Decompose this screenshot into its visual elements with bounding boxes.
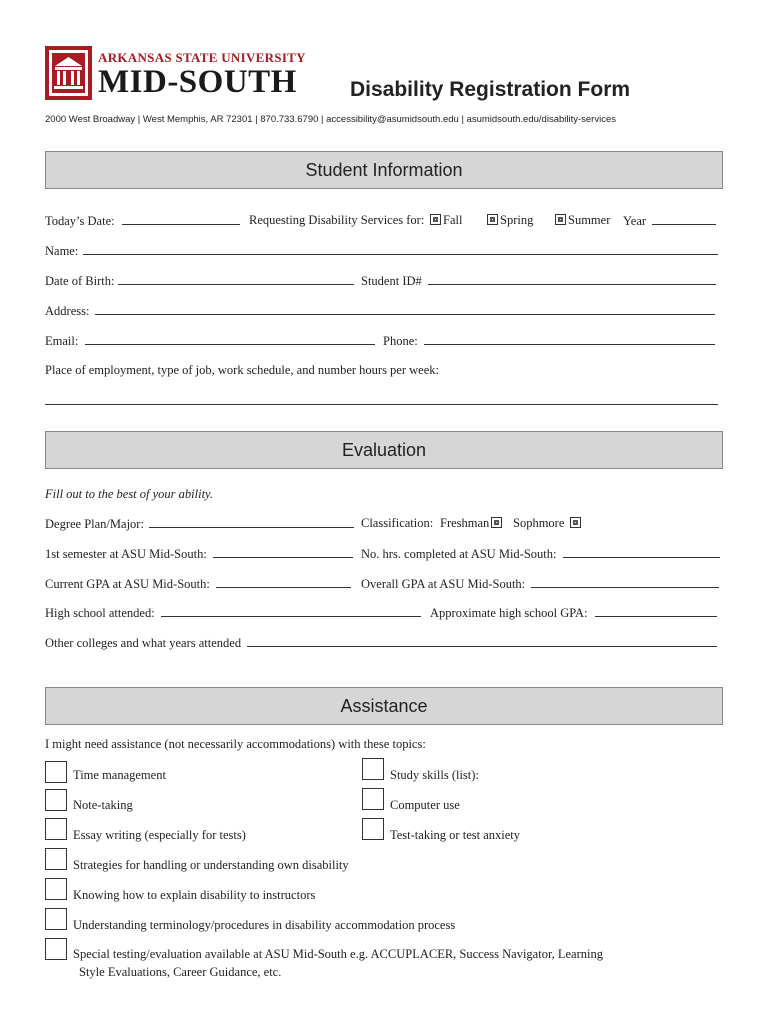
strategies-label: Strategies for handling or understanding own disability xyxy=(73,858,349,872)
phone-input[interactable] xyxy=(424,333,715,345)
section-title: Assistance xyxy=(340,695,428,716)
current-gpa-field: Current GPA at ASU Mid-South: xyxy=(45,576,351,592)
section-header-assistance xyxy=(45,687,723,725)
spring-checkbox[interactable] xyxy=(487,214,498,225)
special-testing-checkbox[interactable] xyxy=(45,938,67,960)
terminology-label: Understanding terminology/procedures in disability accommodation process xyxy=(73,918,456,932)
high-school-input[interactable] xyxy=(161,605,421,617)
todays-date-input[interactable] xyxy=(122,213,240,225)
section-title: Evaluation xyxy=(341,439,427,460)
other-colleges-field: Other colleges and what years attended xyxy=(45,635,717,651)
test-taking-checkbox[interactable] xyxy=(362,818,384,840)
overall-gpa-input[interactable] xyxy=(531,576,719,588)
section-header-student-information xyxy=(45,151,723,189)
email-field: Email: xyxy=(45,333,375,349)
section-title: Student Information xyxy=(305,159,463,180)
first-semester-field: 1st semester at ASU Mid-South: xyxy=(45,546,353,562)
phone-field: Phone: xyxy=(383,333,715,349)
note-taking-checkbox[interactable] xyxy=(45,789,67,811)
explain-disability-label: Knowing how to explain disability to instructors xyxy=(73,888,316,902)
other-colleges-input[interactable] xyxy=(247,635,717,647)
name-field: Name: xyxy=(45,243,718,259)
terminology-checkbox[interactable] xyxy=(45,908,67,930)
campus-name: MID-SOUTH xyxy=(98,64,297,100)
note-taking-label: Note-taking xyxy=(73,798,133,812)
first-semester-input[interactable] xyxy=(213,546,353,558)
employment-input[interactable] xyxy=(45,404,718,405)
assistance-intro: I might need assistance (not necessarily accommodations) with these topics: xyxy=(45,737,426,751)
employment-label: Place of employment, type of job, work schedule, and number hours per week: xyxy=(45,363,439,377)
current-gpa-input[interactable] xyxy=(216,576,351,588)
section-header-evaluation xyxy=(45,431,723,469)
todays-date-field: Today’s Date: xyxy=(45,213,240,229)
summer-option[interactable]: Summer xyxy=(555,213,610,228)
time-management-label: Time management xyxy=(73,768,166,782)
dob-input[interactable] xyxy=(118,273,354,285)
year-input[interactable] xyxy=(652,213,716,225)
university-seal-logo xyxy=(45,46,92,100)
study-skills-checkbox[interactable] xyxy=(362,758,384,780)
overall-gpa-field: Overall GPA at ASU Mid-South: xyxy=(361,576,719,592)
high-school-field: High school attended: xyxy=(45,605,421,621)
degree-plan-field: Degree Plan/Major: xyxy=(45,516,354,532)
computer-use-label: Computer use xyxy=(390,798,460,812)
university-name: ARKANSAS STATE UNIVERSITY xyxy=(98,50,306,65)
dob-field: Date of Birth: xyxy=(45,273,354,289)
hours-completed-field: No. hrs. completed at ASU Mid-South: xyxy=(361,546,720,562)
requesting-services-label: Requesting Disability Services for: xyxy=(249,213,425,227)
freshman-option[interactable]: Freshman xyxy=(440,516,504,531)
email-input[interactable] xyxy=(85,333,375,345)
sophmore-checkbox[interactable] xyxy=(570,517,581,528)
special-testing-label: Special testing/evaluation available at ASU Mid-South e.g. ACCUPLACER, Success Navigator, Learning xyxy=(73,947,603,961)
special-testing-label-continued: Style Evaluations, Career Guidance, etc. xyxy=(79,965,282,979)
evaluation-instruction: Fill out to the best of your ability. xyxy=(45,487,214,501)
student-id-input[interactable] xyxy=(428,273,716,285)
address-field: Address: xyxy=(45,303,715,319)
explain-disability-checkbox[interactable] xyxy=(45,878,67,900)
address-input[interactable] xyxy=(95,303,715,315)
essay-writing-label: Essay writing (especially for tests) xyxy=(73,828,246,842)
year-field: Year xyxy=(623,213,716,229)
degree-plan-input[interactable] xyxy=(149,516,354,528)
summer-checkbox[interactable] xyxy=(555,214,566,225)
hours-completed-input[interactable] xyxy=(563,546,720,558)
study-skills-label: Study skills (list): xyxy=(390,768,479,782)
contact-info: 2000 West Broadway | West Memphis, AR 72301 | 870.733.6790 | accessibility@asumidsouth.edu | asumidsouth.edu/disability-services xyxy=(45,114,616,125)
strategies-checkbox[interactable] xyxy=(45,848,67,870)
test-taking-label: Test-taking or test anxiety xyxy=(390,828,520,842)
spring-option[interactable]: Spring xyxy=(487,213,533,228)
classification-label: Classification: xyxy=(361,516,434,530)
hs-gpa-field: Approximate high school GPA: xyxy=(430,605,717,621)
fall-option[interactable]: Fall xyxy=(430,213,462,228)
computer-use-checkbox[interactable] xyxy=(362,788,384,810)
essay-writing-checkbox[interactable] xyxy=(45,818,67,840)
fall-checkbox[interactable] xyxy=(430,214,441,225)
student-id-field: Student ID# xyxy=(361,273,716,289)
form-title: Disability Registration Form xyxy=(350,78,631,101)
name-input[interactable] xyxy=(83,243,718,255)
time-management-checkbox[interactable] xyxy=(45,761,67,783)
freshman-checkbox[interactable] xyxy=(491,517,502,528)
sophmore-option[interactable]: Sophmore xyxy=(513,516,583,531)
hs-gpa-input[interactable] xyxy=(595,605,717,617)
